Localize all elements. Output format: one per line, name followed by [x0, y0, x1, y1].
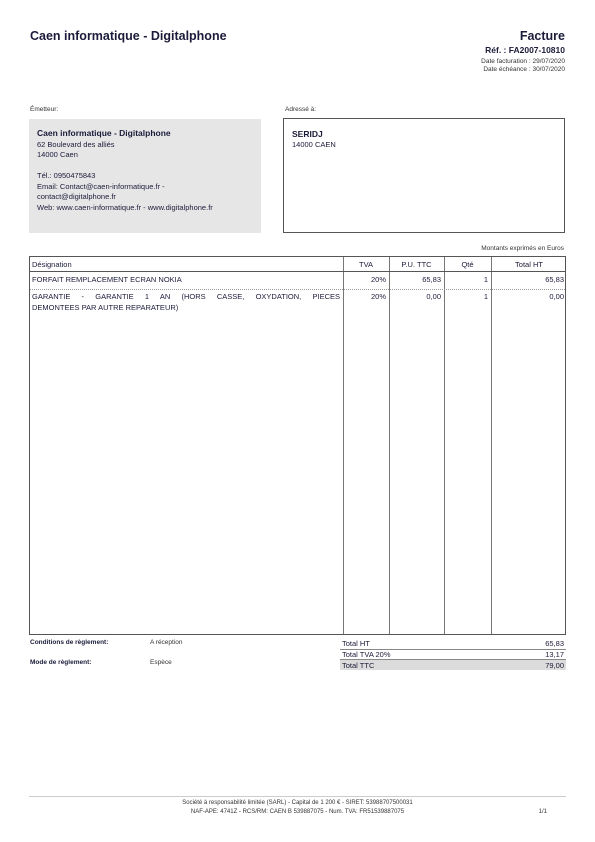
payment-terms-value: A réception: [150, 639, 183, 646]
col-header-designation: Désignation: [32, 260, 72, 269]
row1-qty: 1: [483, 275, 488, 284]
currency-note: Montants exprimés en Euros: [481, 245, 564, 252]
emitter-web: Web: www.caen-informatique.fr - www.digitalphone.fr: [37, 202, 213, 212]
col-divider: [343, 257, 344, 634]
row2-tva: 20%: [370, 292, 386, 301]
page-number: 1/1: [538, 809, 547, 815]
total-ttc-label: Total TTC: [342, 661, 375, 670]
row1-tva: 20%: [370, 275, 386, 284]
recipient-label: Adressé à:: [285, 106, 317, 113]
payment-mode-label: Mode de règlement:: [30, 659, 92, 666]
col-header-tva: TVA: [358, 260, 374, 269]
col-divider: [389, 257, 390, 634]
row1-total-ht: 65,83: [545, 275, 564, 284]
totals-rule: [340, 659, 566, 660]
emitter-address1: 62 Boulevard des alliés: [37, 139, 115, 149]
row1-pu-ttc: 65,83: [422, 275, 441, 284]
due-date: Date échéance : 30/07/2020: [483, 66, 565, 73]
recipient-box: [283, 118, 565, 233]
emitter-email1: Email: Contact@caen-informatique.fr -: [37, 181, 165, 191]
recipient-city: 14000 CAEN: [292, 139, 336, 149]
total-tva-value: 13,17: [545, 650, 564, 659]
billing-date: Date facturation : 29/07/2020: [481, 58, 565, 65]
emitter-address2: 14000 Caen: [37, 150, 78, 159]
col-divider: [491, 257, 492, 634]
payment-terms-label: Conditions de règlement:: [30, 639, 109, 646]
total-ht-label: Total HT: [342, 639, 370, 648]
row2-qty: 1: [483, 292, 488, 301]
row2-total-ht: 0,00: [549, 292, 564, 301]
footer-legal-line1: Société à responsabilité limitée (SARL) - Capital de 1 200 € - SIRET: 53988707500031: [182, 800, 413, 806]
row2-designation-cont: DEMONTEES PAR AUTRE REPARATEUR): [32, 302, 179, 312]
emitter-label: Émetteur:: [30, 106, 59, 113]
col-divider: [444, 257, 445, 634]
header-rule: [30, 271, 565, 272]
emitter-phone: Tél.: 0950475843: [37, 171, 96, 180]
emitter-name: Caen informatique - Digitalphone: [37, 128, 171, 138]
row-separator: [30, 289, 565, 290]
total-tva-label: Total TVA 20%: [342, 650, 391, 659]
col-header-total-ht: Total HT: [515, 260, 543, 269]
invoice-reference: Réf. : FA2007-10810: [485, 45, 565, 55]
col-header-pu-ttc: P.U. TTC: [401, 260, 432, 269]
row2-pu-ttc: 0,00: [426, 292, 441, 301]
recipient-name: SERIDJ: [292, 129, 323, 139]
row2-designation: GARANTIE - GARANTIE 1 AN (HORS CASSE, OXYDATION, PIECES: [32, 292, 340, 301]
footer-legal-line2: NAF-APE: 4741Z - RCS/RM: CAEN B 539887075 - Num. TVA: FR51539887075: [190, 809, 405, 815]
payment-mode-value: Espèce: [150, 659, 172, 666]
items-table: [29, 256, 566, 635]
footer-rule: [29, 796, 566, 797]
document-type: Facture: [519, 29, 565, 43]
row1-designation: FORFAIT REMPLACEMENT ECRAN NOKIA: [32, 275, 182, 284]
emitter-box: [29, 119, 261, 233]
col-header-qty: Qté: [461, 260, 474, 269]
emitter-email2: contact@digitalphone.fr: [37, 192, 116, 201]
company-title: Caen informatique - Digitalphone: [30, 29, 227, 43]
total-ttc-value: 79,00: [545, 661, 564, 670]
total-ht-value: 65,83: [545, 639, 564, 648]
